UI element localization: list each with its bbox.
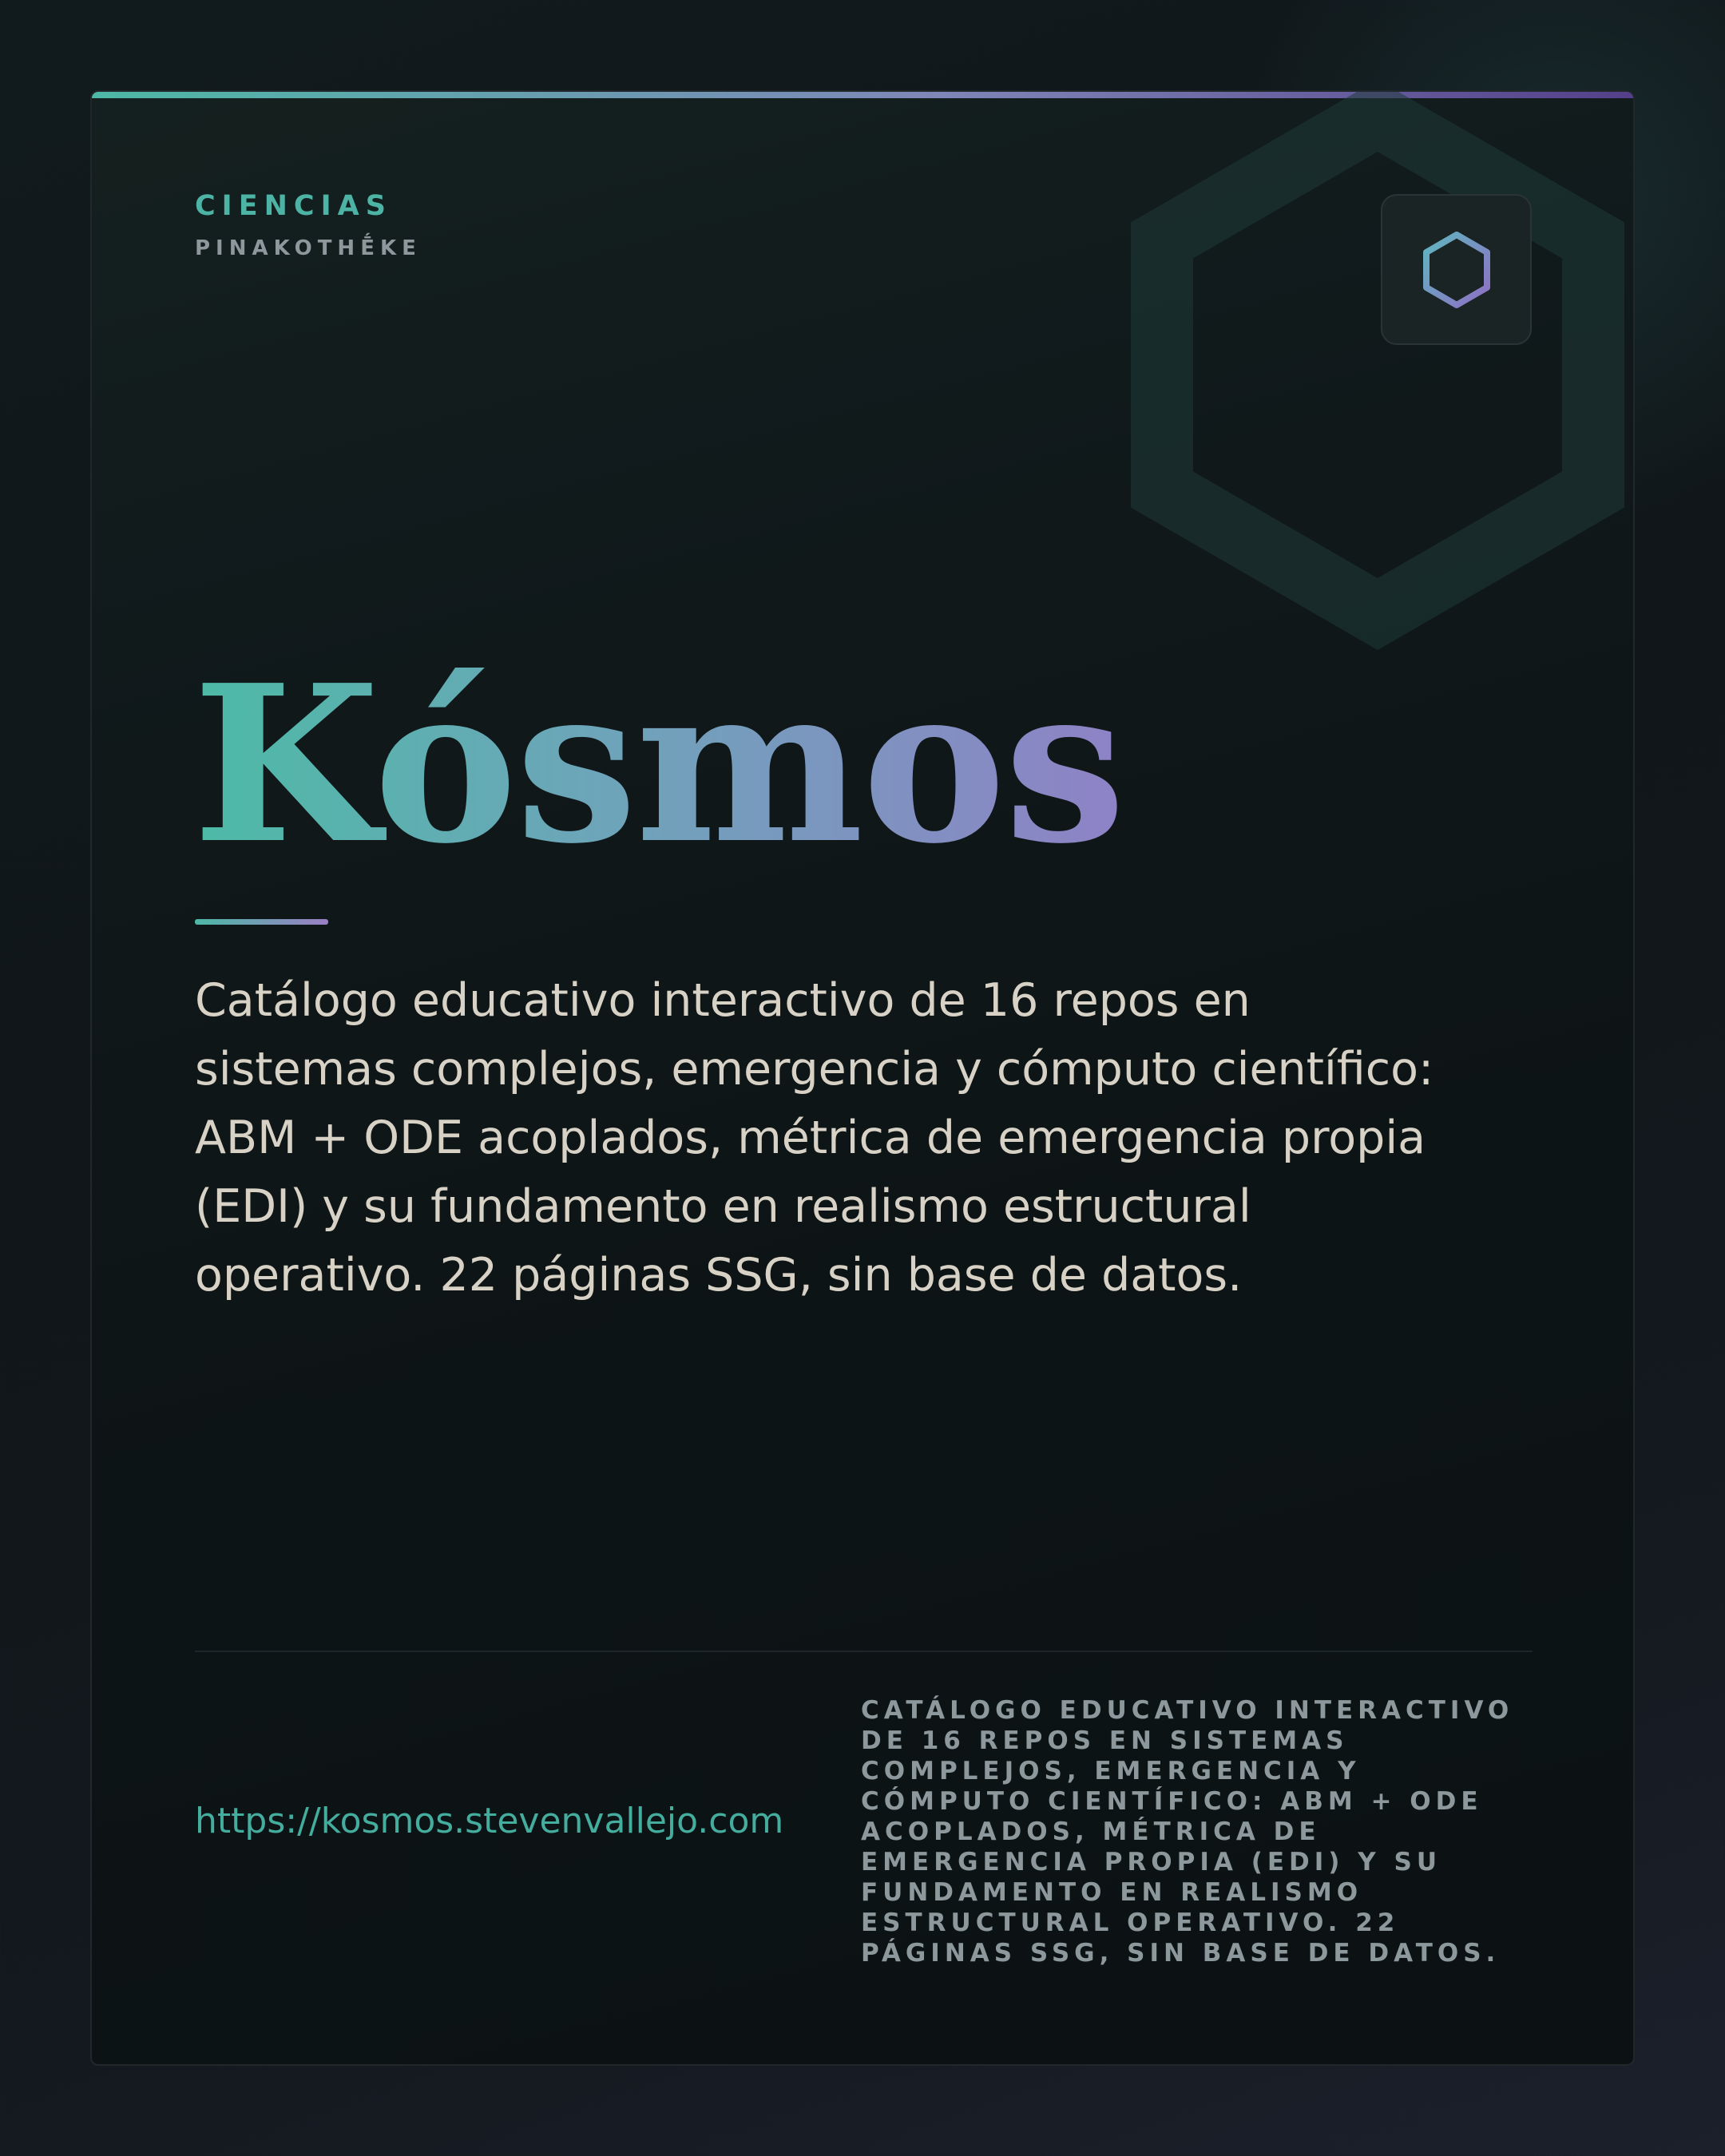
category-label: CIENCIAS (195, 190, 392, 222)
accent-divider (195, 919, 328, 925)
project-title: Kósmos (192, 635, 1124, 894)
project-url-link[interactable]: https://kosmos.stevenvallejo.com (195, 1801, 784, 1841)
footer-divider (195, 1651, 1533, 1652)
footer-description: CATÁLOGO EDUCATIVO INTERACTIVO DE 16 REPOS EN SISTEMAS COMPLEJOS, EMERGENCIA Y CÓMPUTO CIENTÍFICO: ABM + ODE ACOPLADOS, MÉTRICA DE EMERGENCIA PROPIA (EDI) Y SU FUNDAMENTO EN REALISMO ESTRUCTURAL OPERATIVO. 22 PÁGINAS SSG, SIN BASE DE DATOS. (861, 1696, 1514, 1968)
collection-label: PINAKOTHḖKE (195, 236, 422, 260)
background-hexagon-icon (1098, 92, 1635, 651)
logo-badge (1381, 194, 1532, 345)
project-description: Catálogo educativo interactivo de 16 repos en sistemas complejos, emergencia y cómputo científico: ABM + ODE acoplados, métrica de emergencia propia (EDI) y su fundamento en realismo estructural operativo. 22 páginas SSG, sin base de datos. (195, 974, 1434, 1302)
hexagon-icon (1418, 230, 1495, 310)
project-card (90, 90, 1635, 2066)
brand-header (195, 192, 422, 259)
